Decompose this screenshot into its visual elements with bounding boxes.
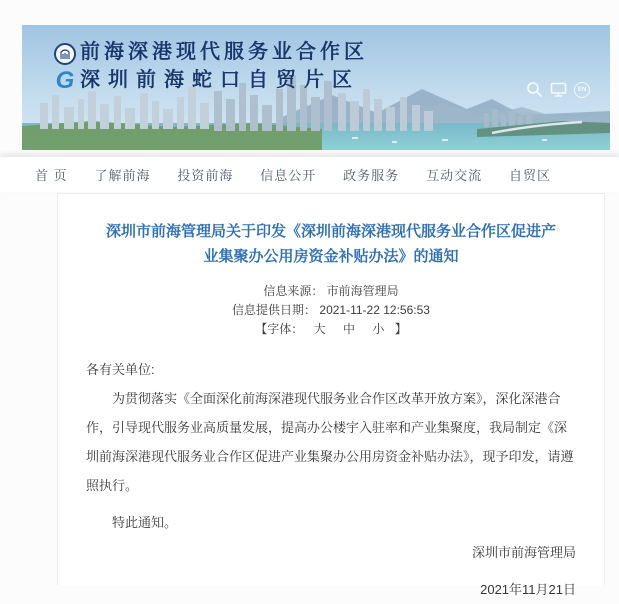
meta-date-label: 信息提供日期： bbox=[232, 302, 317, 317]
nav-item-free-trade-zone[interactable]: 自贸区 bbox=[508, 168, 551, 183]
nav-item-home[interactable]: 首 页 bbox=[35, 168, 68, 183]
font-size-small-button[interactable]: 小 bbox=[372, 321, 385, 336]
banner-title-line2: 深圳前海蛇口自贸片区 bbox=[80, 69, 360, 91]
nav-item-info-disclosure[interactable]: 信息公开 bbox=[260, 168, 317, 183]
language-icon[interactable] bbox=[574, 82, 590, 98]
nav-item-invest-qianhai[interactable]: 投资前海 bbox=[177, 168, 234, 183]
emblem-gateway-icon bbox=[60, 48, 70, 60]
meta-source-value: 市前海管理局 bbox=[326, 283, 399, 298]
search-icon[interactable] bbox=[526, 81, 543, 98]
font-size-bracket-open: 【字体： bbox=[255, 321, 304, 336]
body-paragraph: 为贯彻落实《全面深化前海深港现代服务业合作区改革开放方案》，深化深港合作，引导现代服务业高质量发展，提高办公楼宇入驻率和产业集聚度，我局制定《深圳前海深港现代服务业合作区促进产业集聚办公用房资金补贴办法》，现予印发，请遵照执行。 bbox=[86, 390, 574, 493]
issuing-authority: 深圳市前海管理局 bbox=[471, 544, 576, 560]
meta-font-size-row bbox=[58, 320, 604, 339]
meta-source-row bbox=[58, 282, 604, 301]
banner-title-line1: 前海深港现代服务业合作区 bbox=[80, 41, 368, 63]
meta-date-row bbox=[58, 301, 604, 320]
article-card bbox=[57, 193, 605, 597]
meta-source-label: 信息来源： bbox=[263, 283, 324, 298]
language-label: EN bbox=[577, 86, 587, 93]
nav-item-about-qianhai[interactable]: 了解前海 bbox=[94, 168, 151, 183]
banner-titles bbox=[80, 38, 368, 94]
banner-utility-icons bbox=[526, 81, 590, 98]
article-meta bbox=[58, 282, 604, 339]
salutation: 各有关单位: bbox=[86, 361, 155, 377]
font-size-medium-button[interactable]: 中 bbox=[342, 321, 355, 336]
nav-item-interaction[interactable]: 互动交流 bbox=[426, 168, 483, 183]
monitor-icon[interactable] bbox=[550, 81, 567, 98]
nav-item-gov-services[interactable]: 政务服务 bbox=[343, 168, 400, 183]
font-size-large-button[interactable]: 大 bbox=[313, 321, 326, 336]
issue-date: 2021年11月21日 bbox=[480, 581, 576, 597]
main-nav bbox=[0, 157, 619, 192]
font-size-bracket-close: 】 bbox=[394, 321, 407, 336]
meta-date-value: 2021-11-22 12:56:53 bbox=[319, 302, 430, 317]
banner bbox=[22, 25, 610, 150]
closing-line: 特此通知。 bbox=[112, 514, 178, 530]
qianhai-g-logo: G bbox=[55, 67, 75, 94]
article-body bbox=[86, 355, 576, 604]
article-title: 深圳市前海管理局关于印发《深圳前海深港现代服务业合作区促进产业集聚办公用房资金补贴办法》的通知 bbox=[105, 223, 556, 265]
qianhai-emblem-logo bbox=[54, 43, 76, 65]
